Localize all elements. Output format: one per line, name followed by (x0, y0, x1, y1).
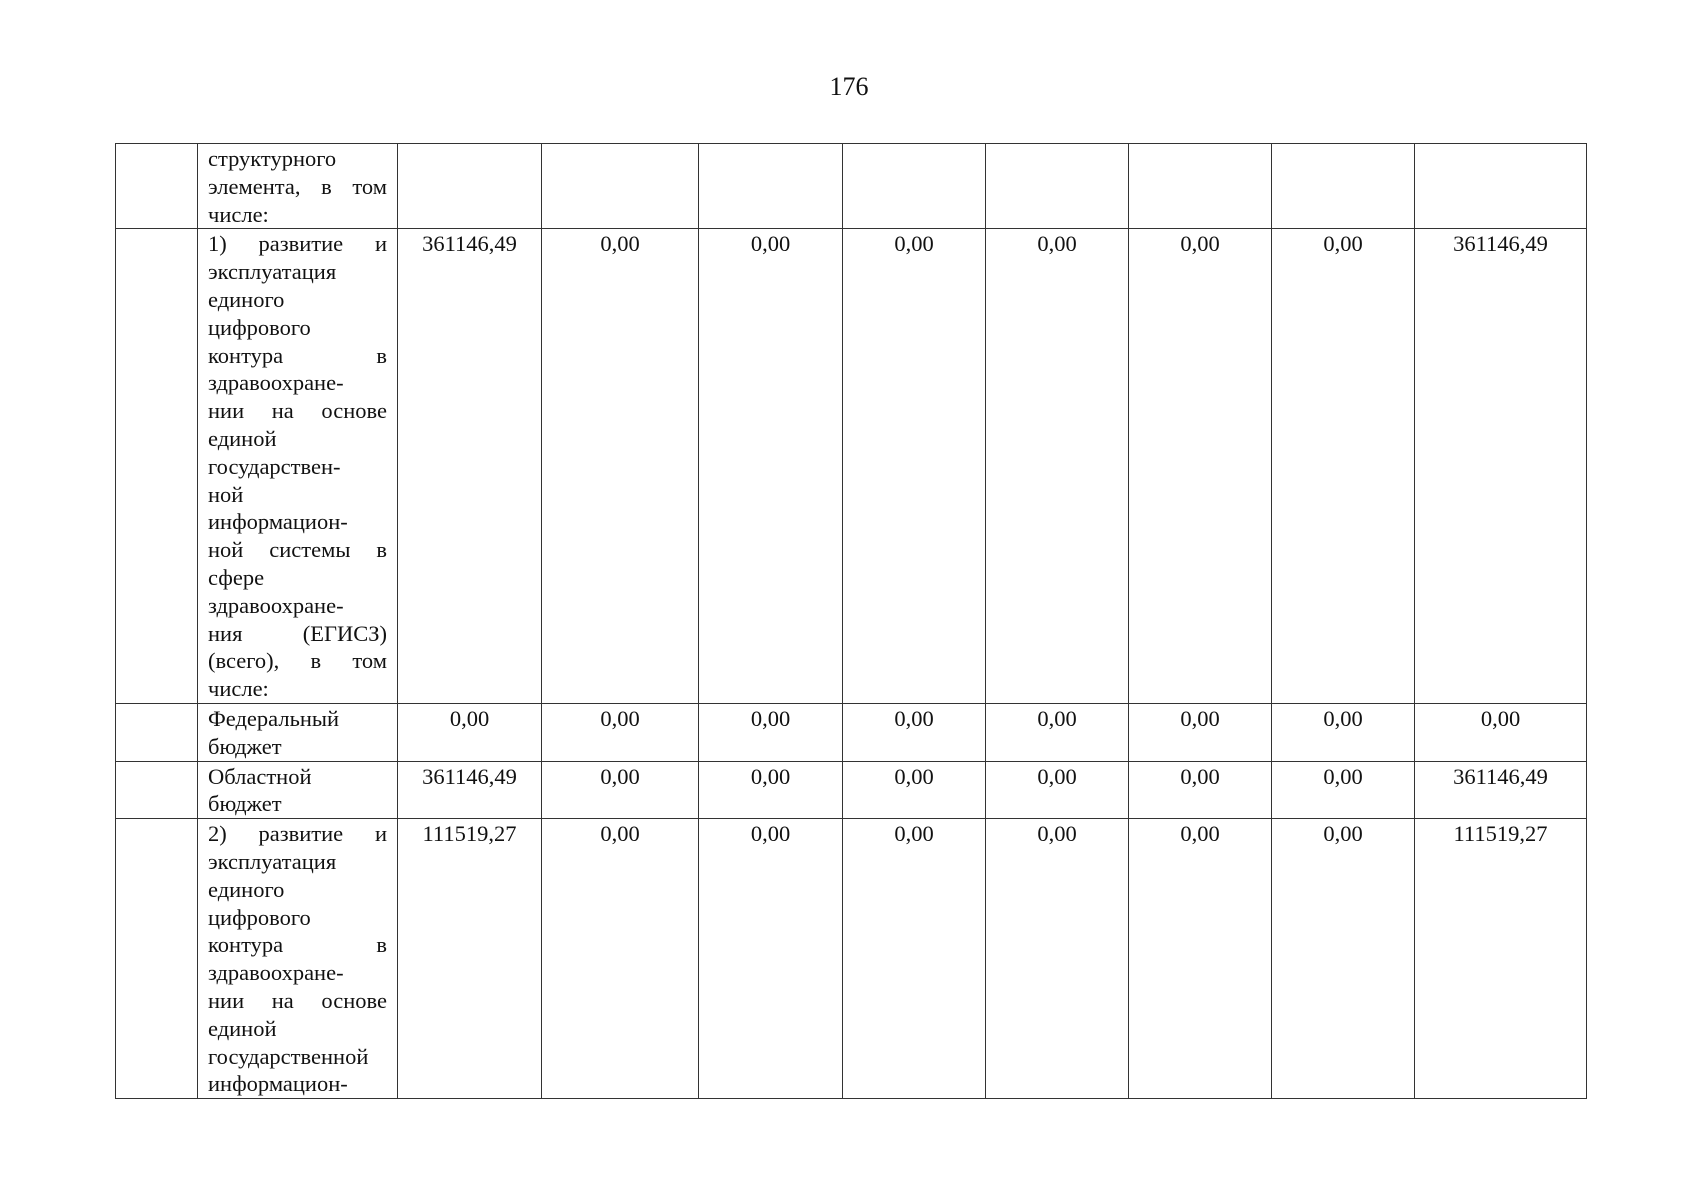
description-word: нии (208, 398, 245, 424)
description-line (208, 904, 387, 932)
description-line (208, 564, 387, 592)
value-cell: 0,00 (1415, 703, 1587, 761)
value-cell: 0,00 (843, 229, 986, 704)
value-cell: 111519,27 (1415, 819, 1587, 1099)
value-cell: 0,00 (1272, 703, 1415, 761)
description-cell (198, 819, 398, 1099)
description-line (208, 931, 387, 959)
value-cell (843, 144, 986, 229)
value-cell: 0,00 (699, 703, 843, 761)
budget-table (115, 143, 1587, 1099)
description-word: контура (208, 342, 284, 368)
description-word: информацион- (208, 1071, 348, 1097)
description-line (208, 425, 387, 453)
description-line (208, 286, 387, 314)
description-word: в (310, 648, 322, 674)
description-line (208, 987, 387, 1015)
description-line (208, 369, 387, 397)
description-line (208, 876, 387, 904)
description-line (208, 230, 387, 258)
description-line (208, 481, 387, 509)
description-word: и (374, 821, 387, 847)
description-word: в (321, 173, 332, 199)
row-index-cell (116, 229, 198, 704)
description-line (208, 675, 387, 703)
description-word: здравоохране- (208, 370, 344, 396)
value-cell: 0,00 (542, 819, 699, 1099)
value-cell: 0,00 (986, 229, 1129, 704)
description-word: на (271, 398, 294, 424)
description-line (208, 508, 387, 536)
value-cell (398, 144, 542, 229)
description-line (208, 733, 387, 761)
value-cell: 361146,49 (1415, 761, 1587, 819)
description-line (208, 173, 387, 201)
description-line (208, 201, 387, 229)
description-word: основе (321, 987, 387, 1013)
description-word: в (376, 342, 387, 368)
description-line (208, 820, 387, 848)
value-cell: 0,00 (986, 703, 1129, 761)
value-cell: 0,00 (986, 819, 1129, 1099)
description-line (208, 620, 387, 648)
row-index-cell (116, 144, 198, 229)
description-line (208, 1015, 387, 1043)
description-word: числе: (208, 201, 269, 227)
value-cell: 0,00 (1272, 229, 1415, 704)
row-index-cell (116, 761, 198, 819)
description-word: контура (208, 932, 284, 958)
description-word: системы (269, 537, 351, 563)
table-row (116, 703, 1587, 761)
description-line (208, 1043, 387, 1071)
value-cell: 0,00 (699, 819, 843, 1099)
row-index-cell (116, 703, 198, 761)
description-word: том (352, 648, 387, 674)
value-cell: 0,00 (1129, 819, 1272, 1099)
description-word: здравоохране- (208, 592, 344, 618)
value-cell: 0,00 (699, 229, 843, 704)
description-word: единой (208, 425, 277, 451)
description-line (208, 705, 387, 733)
description-word: единого (208, 286, 285, 312)
description-word: информацион- (208, 509, 348, 535)
description-word: (ЕГИСЗ) (302, 620, 387, 646)
value-cell: 0,00 (699, 761, 843, 819)
description-word: развитие (258, 821, 344, 847)
value-cell: 361146,49 (398, 761, 542, 819)
description-cell (198, 703, 398, 761)
description-line (208, 342, 387, 370)
description-word: Областной (208, 763, 312, 789)
description-word: развитие (258, 231, 344, 257)
description-word: Федеральный (208, 705, 340, 731)
value-cell: 0,00 (986, 761, 1129, 819)
value-cell: 111519,27 (398, 819, 542, 1099)
description-line (208, 145, 387, 173)
description-line (208, 647, 387, 675)
value-cell: 0,00 (398, 703, 542, 761)
description-word: основе (321, 398, 387, 424)
description-word: сфере (208, 564, 265, 590)
description-word: государственной (208, 1043, 369, 1069)
description-word: ния (208, 620, 243, 646)
description-word: бюджет (208, 733, 282, 759)
row-index-cell (116, 819, 198, 1099)
description-word: единой (208, 1015, 277, 1041)
value-cell: 0,00 (1272, 819, 1415, 1099)
value-cell: 0,00 (542, 703, 699, 761)
table-row (116, 819, 1587, 1099)
value-cell: 0,00 (542, 761, 699, 819)
value-cell: 0,00 (1129, 703, 1272, 761)
description-word: единого (208, 876, 285, 902)
value-cell: 0,00 (1129, 229, 1272, 704)
value-cell (542, 144, 699, 229)
description-line (208, 258, 387, 286)
description-line (208, 536, 387, 564)
description-cell (198, 229, 398, 704)
description-line (208, 453, 387, 481)
description-line (208, 314, 387, 342)
table-row (116, 144, 1587, 229)
description-word: числе: (208, 676, 269, 702)
description-word: структурного (208, 146, 337, 171)
table-row (116, 229, 1587, 704)
value-cell: 0,00 (542, 229, 699, 704)
value-cell: 0,00 (1129, 761, 1272, 819)
description-word: 2) (208, 821, 227, 847)
table-body (116, 144, 1587, 1099)
description-word: государствен- (208, 453, 341, 479)
value-cell: 361146,49 (1415, 229, 1587, 704)
value-cell: 0,00 (843, 703, 986, 761)
description-word: нии (208, 987, 245, 1013)
description-word: цифрового (208, 314, 311, 340)
description-word: бюджет (208, 791, 282, 817)
description-line (208, 848, 387, 876)
description-word: цифрового (208, 904, 311, 930)
description-word: эксплуатация (208, 848, 337, 874)
description-line (208, 763, 387, 791)
table-row (116, 761, 1587, 819)
value-cell: 0,00 (843, 819, 986, 1099)
description-word: элемента, (208, 173, 301, 199)
description-word: 1) (208, 231, 227, 257)
description-word: и (374, 231, 387, 257)
description-word: эксплуатация (208, 259, 337, 285)
description-word: здравоохране- (208, 960, 344, 986)
value-cell (1129, 144, 1272, 229)
value-cell (699, 144, 843, 229)
page-number: 176 (829, 72, 869, 101)
description-word: том (352, 173, 387, 199)
description-word: ной (208, 481, 244, 507)
description-word: в (376, 932, 387, 958)
value-cell (1272, 144, 1415, 229)
description-word: ной (208, 537, 244, 563)
description-word: (всего), (208, 648, 280, 674)
description-line (208, 790, 387, 818)
description-cell (198, 761, 398, 819)
value-cell: 361146,49 (398, 229, 542, 704)
description-line (208, 959, 387, 987)
value-cell (986, 144, 1129, 229)
value-cell: 0,00 (843, 761, 986, 819)
value-cell: 0,00 (1272, 761, 1415, 819)
description-line (208, 592, 387, 620)
value-cell (1415, 144, 1587, 229)
description-line (208, 397, 387, 425)
description-cell (198, 144, 398, 229)
description-word: на (271, 987, 294, 1013)
description-line (208, 1070, 387, 1098)
description-word: в (376, 537, 387, 563)
